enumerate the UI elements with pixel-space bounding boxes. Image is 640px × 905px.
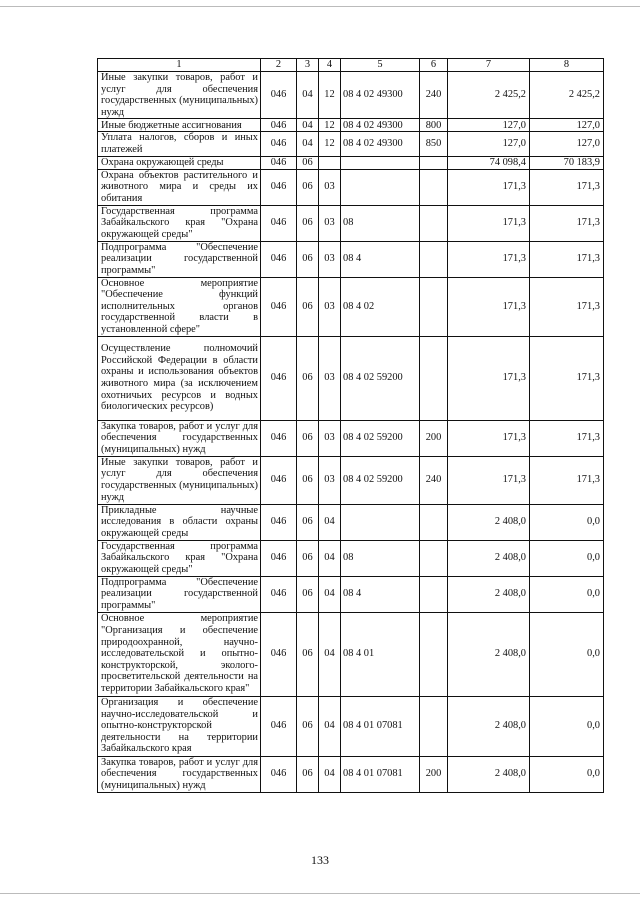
cell-amount-year-2: 0,0 <box>530 756 604 792</box>
cell-subsection: 03 <box>319 336 341 420</box>
cell-amount-year-2: 171,3 <box>530 336 604 420</box>
cell-admin-code: 046 <box>261 205 297 241</box>
cell-amount-year-1: 2 408,0 <box>448 576 530 612</box>
cell-section: 06 <box>297 420 319 456</box>
header-col-1: 1 <box>98 59 261 72</box>
cell-amount-year-2: 127,0 <box>530 119 604 132</box>
cell-target-article: 08 4 01 07081 <box>341 756 420 792</box>
cell-expense-type <box>420 156 448 169</box>
cell-item-name: Подпрограмма "Обеспечение реализации государственной программы" <box>98 241 261 277</box>
cell-admin-code: 046 <box>261 612 297 696</box>
cell-subsection: 04 <box>319 696 341 756</box>
header-row <box>98 59 604 72</box>
cell-target-article: 08 <box>341 540 420 576</box>
cell-section: 06 <box>297 169 319 205</box>
cell-target-article: 08 4 <box>341 576 420 612</box>
page-bottom-rule <box>0 893 640 894</box>
cell-section: 06 <box>297 612 319 696</box>
cell-expense-type <box>420 540 448 576</box>
cell-expense-type <box>420 612 448 696</box>
cell-target-article: 08 4 02 49300 <box>341 132 420 156</box>
cell-amount-year-1: 2 425,2 <box>448 72 530 119</box>
cell-item-name: Государственная программа Забайкальского края "Охрана окружающей среды" <box>98 540 261 576</box>
cell-section: 06 <box>297 156 319 169</box>
cell-section: 04 <box>297 72 319 119</box>
cell-section: 06 <box>297 336 319 420</box>
cell-item-name: Прикладные научные исследования в области охраны окружающей среды <box>98 504 261 540</box>
header-col-6: 6 <box>420 59 448 72</box>
cell-item-name: Охрана объектов растительного и животного мира и среды их обитания <box>98 169 261 205</box>
cell-admin-code: 046 <box>261 540 297 576</box>
header-col-2: 2 <box>261 59 297 72</box>
cell-amount-year-1: 171,3 <box>448 420 530 456</box>
cell-target-article <box>341 169 420 205</box>
table-row <box>98 696 604 756</box>
cell-amount-year-2: 171,3 <box>530 420 604 456</box>
cell-amount-year-1: 2 408,0 <box>448 612 530 696</box>
cell-item-name: Основное мероприятие "Обеспечение функций исполнительных органов государственной власти в установленной сфере" <box>98 277 261 336</box>
cell-subsection: 12 <box>319 132 341 156</box>
table-row <box>98 456 604 504</box>
cell-expense-type: 240 <box>420 456 448 504</box>
cell-subsection: 04 <box>319 576 341 612</box>
cell-amount-year-1: 2 408,0 <box>448 696 530 756</box>
cell-target-article: 08 4 01 <box>341 612 420 696</box>
cell-target-article <box>341 504 420 540</box>
cell-subsection: 03 <box>319 277 341 336</box>
cell-section: 04 <box>297 132 319 156</box>
cell-amount-year-1: 127,0 <box>448 119 530 132</box>
cell-expense-type <box>420 336 448 420</box>
cell-item-name: Охрана окружающей среды <box>98 156 261 169</box>
table-row <box>98 504 604 540</box>
table-row <box>98 119 604 132</box>
cell-item-name: Государственная программа Забайкальского края "Охрана окружающей среды" <box>98 205 261 241</box>
cell-subsection: 03 <box>319 420 341 456</box>
page-number: 133 <box>311 853 329 867</box>
cell-target-article: 08 4 01 07081 <box>341 696 420 756</box>
cell-target-article <box>341 156 420 169</box>
cell-amount-year-1: 2 408,0 <box>448 756 530 792</box>
cell-amount-year-1: 171,3 <box>448 169 530 205</box>
table-row <box>98 576 604 612</box>
cell-admin-code: 046 <box>261 456 297 504</box>
header-col-4: 4 <box>319 59 341 72</box>
cell-expense-type: 800 <box>420 119 448 132</box>
cell-amount-year-1: 2 408,0 <box>448 540 530 576</box>
cell-subsection <box>319 156 341 169</box>
cell-admin-code: 046 <box>261 420 297 456</box>
header-col-5: 5 <box>341 59 420 72</box>
cell-target-article: 08 4 02 <box>341 277 420 336</box>
table-row <box>98 205 604 241</box>
cell-item-name: Иные закупки товаров, работ и услуг для обеспечения государственных (муниципальных) нужд <box>98 456 261 504</box>
cell-subsection: 04 <box>319 540 341 576</box>
cell-target-article: 08 4 02 59200 <box>341 456 420 504</box>
cell-admin-code: 046 <box>261 72 297 119</box>
cell-amount-year-2: 70 183,9 <box>530 156 604 169</box>
cell-amount-year-2: 0,0 <box>530 540 604 576</box>
table-row <box>98 540 604 576</box>
cell-expense-type <box>420 504 448 540</box>
cell-item-name: Иные закупки товаров, работ и услуг для обеспечения государственных (муниципальных) нужд <box>98 72 261 119</box>
cell-item-name: Иные бюджетные ассигнования <box>98 119 261 132</box>
cell-section: 06 <box>297 576 319 612</box>
cell-admin-code: 046 <box>261 696 297 756</box>
cell-amount-year-2: 0,0 <box>530 612 604 696</box>
cell-item-name: Закупка товаров, работ и услуг для обеспечения государственных (муниципальных) нужд <box>98 420 261 456</box>
cell-target-article: 08 4 02 49300 <box>341 72 420 119</box>
cell-item-name: Закупка товаров, работ и услуг для обеспечения государственных (муниципальных) нужд <box>98 756 261 792</box>
cell-target-article: 08 4 02 59200 <box>341 336 420 420</box>
cell-amount-year-2: 171,3 <box>530 169 604 205</box>
cell-section: 06 <box>297 504 319 540</box>
cell-admin-code: 046 <box>261 169 297 205</box>
table-row <box>98 241 604 277</box>
cell-section: 06 <box>297 241 319 277</box>
table-row <box>98 72 604 119</box>
cell-item-name: Основное мероприятие "Организация и обеспечение природоохранной, научно-исследовательской и опытно-конструкторской, эколого-просветительской деятельности на территории Забайкальского края" <box>98 612 261 696</box>
cell-subsection: 04 <box>319 756 341 792</box>
cell-section: 04 <box>297 119 319 132</box>
cell-subsection: 12 <box>319 119 341 132</box>
cell-amount-year-2: 2 425,2 <box>530 72 604 119</box>
cell-amount-year-2: 0,0 <box>530 696 604 756</box>
cell-expense-type <box>420 205 448 241</box>
table-row <box>98 156 604 169</box>
cell-amount-year-1: 171,3 <box>448 456 530 504</box>
table-row <box>98 756 604 792</box>
cell-amount-year-2: 0,0 <box>530 504 604 540</box>
cell-section: 06 <box>297 696 319 756</box>
cell-amount-year-1: 171,3 <box>448 336 530 420</box>
cell-expense-type: 240 <box>420 72 448 119</box>
cell-subsection: 04 <box>319 504 341 540</box>
cell-expense-type: 200 <box>420 420 448 456</box>
cell-expense-type: 850 <box>420 132 448 156</box>
table-row <box>98 169 604 205</box>
cell-amount-year-2: 171,3 <box>530 456 604 504</box>
table-row <box>98 336 604 420</box>
table-row <box>98 420 604 456</box>
cell-amount-year-1: 171,3 <box>448 205 530 241</box>
header-col-8: 8 <box>530 59 604 72</box>
cell-amount-year-2: 171,3 <box>530 277 604 336</box>
table-row <box>98 132 604 156</box>
cell-subsection: 04 <box>319 612 341 696</box>
cell-amount-year-2: 127,0 <box>530 132 604 156</box>
cell-section: 06 <box>297 756 319 792</box>
cell-section: 06 <box>297 277 319 336</box>
table-row <box>98 612 604 696</box>
cell-target-article: 08 4 <box>341 241 420 277</box>
cell-subsection: 03 <box>319 456 341 504</box>
cell-subsection: 12 <box>319 72 341 119</box>
cell-target-article: 08 4 02 49300 <box>341 119 420 132</box>
cell-subsection: 03 <box>319 169 341 205</box>
cell-admin-code: 046 <box>261 119 297 132</box>
cell-item-name: Уплата налогов, сборов и иных платежей <box>98 132 261 156</box>
cell-expense-type <box>420 169 448 205</box>
cell-admin-code: 046 <box>261 132 297 156</box>
cell-amount-year-1: 171,3 <box>448 241 530 277</box>
cell-admin-code: 046 <box>261 336 297 420</box>
cell-expense-type <box>420 241 448 277</box>
cell-section: 06 <box>297 205 319 241</box>
cell-item-name: Осуществление полномочий Российской Федерации в области охраны и использования объектов животного мира (за исключением охотничьих ресурсов и водных биологических ресурсов) <box>98 336 261 420</box>
cell-expense-type <box>420 277 448 336</box>
cell-item-name: Подпрограмма "Обеспечение реализации государственной программы" <box>98 576 261 612</box>
cell-admin-code: 046 <box>261 576 297 612</box>
header-col-7: 7 <box>448 59 530 72</box>
cell-item-name: Организация и обеспечение научно-исследовательской и опытно-конструкторской деятельности на территории Забайкальского края <box>98 696 261 756</box>
cell-section: 06 <box>297 540 319 576</box>
cell-amount-year-2: 171,3 <box>530 205 604 241</box>
cell-admin-code: 046 <box>261 756 297 792</box>
table-row <box>98 277 604 336</box>
cell-admin-code: 046 <box>261 156 297 169</box>
cell-admin-code: 046 <box>261 277 297 336</box>
cell-subsection: 03 <box>319 205 341 241</box>
cell-admin-code: 046 <box>261 504 297 540</box>
cell-expense-type: 200 <box>420 756 448 792</box>
cell-expense-type <box>420 576 448 612</box>
cell-amount-year-2: 171,3 <box>530 241 604 277</box>
cell-amount-year-1: 2 408,0 <box>448 504 530 540</box>
cell-amount-year-1: 74 098,4 <box>448 156 530 169</box>
page-top-rule <box>0 6 640 7</box>
budget-table-container <box>97 58 603 793</box>
cell-target-article: 08 4 02 59200 <box>341 420 420 456</box>
header-col-3: 3 <box>297 59 319 72</box>
cell-expense-type <box>420 696 448 756</box>
cell-section: 06 <box>297 456 319 504</box>
cell-subsection: 03 <box>319 241 341 277</box>
budget-table <box>97 58 604 793</box>
cell-admin-code: 046 <box>261 241 297 277</box>
cell-amount-year-1: 127,0 <box>448 132 530 156</box>
cell-amount-year-2: 0,0 <box>530 576 604 612</box>
cell-amount-year-1: 171,3 <box>448 277 530 336</box>
cell-target-article: 08 <box>341 205 420 241</box>
